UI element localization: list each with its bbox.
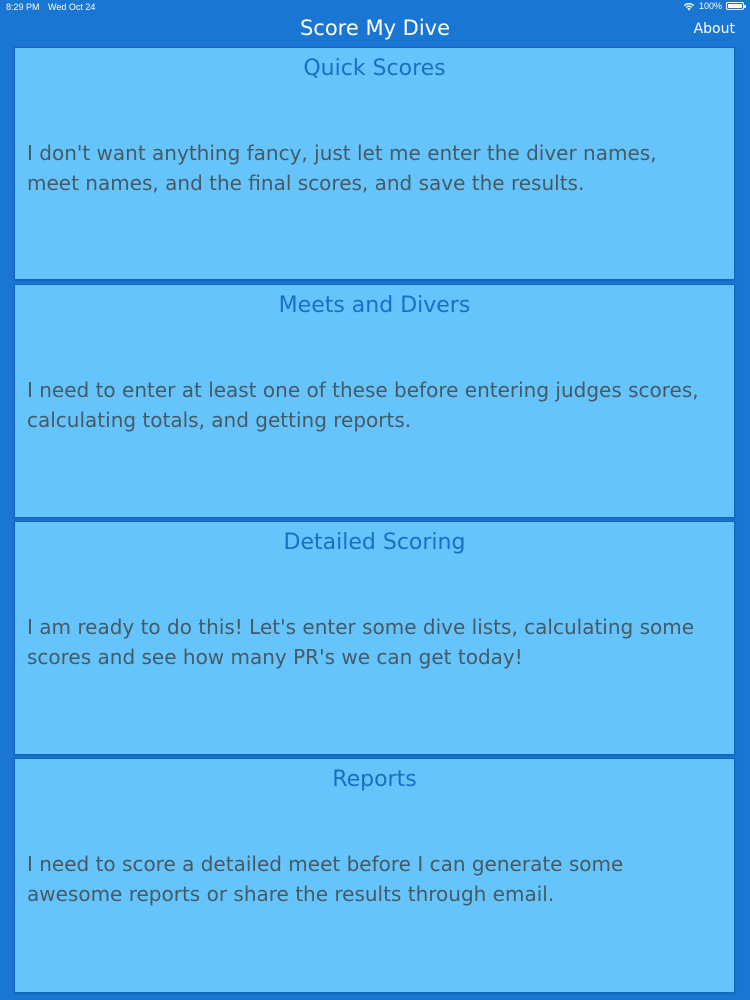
card-description: I don't want anything fancy, just let me enter the diver names, meet names, and the final scores, and save the results. xyxy=(27,141,657,195)
card-title: Quick Scores xyxy=(303,56,446,81)
card-description: I need to enter at least one of these before entering judges scores, calculating totals, and getting reports. xyxy=(27,378,699,432)
status-indicators xyxy=(683,1,744,11)
status-time: 8:29 PM xyxy=(6,2,40,12)
app-title: Score My Dive xyxy=(299,16,451,40)
card-description: I am ready to do this! Let's enter some dive lists, calculating some scores and see how many PR's we can get today! xyxy=(27,615,695,669)
navigation-bar xyxy=(0,14,750,46)
status-date: Wed Oct 24 xyxy=(48,2,96,12)
card-title: Meets and Divers xyxy=(278,293,471,318)
battery-percent: 100% xyxy=(698,1,722,11)
wifi-icon xyxy=(683,2,695,11)
reports-card[interactable] xyxy=(14,758,735,993)
about-button[interactable]: About xyxy=(693,21,735,37)
battery-icon xyxy=(726,2,744,10)
card-title: Detailed Scoring xyxy=(283,530,466,555)
status-bar xyxy=(0,0,750,14)
quick-scores-card[interactable] xyxy=(14,47,735,280)
card-title: Reports xyxy=(332,767,417,792)
detailed-scoring-card[interactable] xyxy=(14,521,735,755)
meets-and-divers-card[interactable] xyxy=(14,284,735,518)
card-description: I need to score a detailed meet before I can generate some awesome reports or share the results through email. xyxy=(27,852,624,906)
